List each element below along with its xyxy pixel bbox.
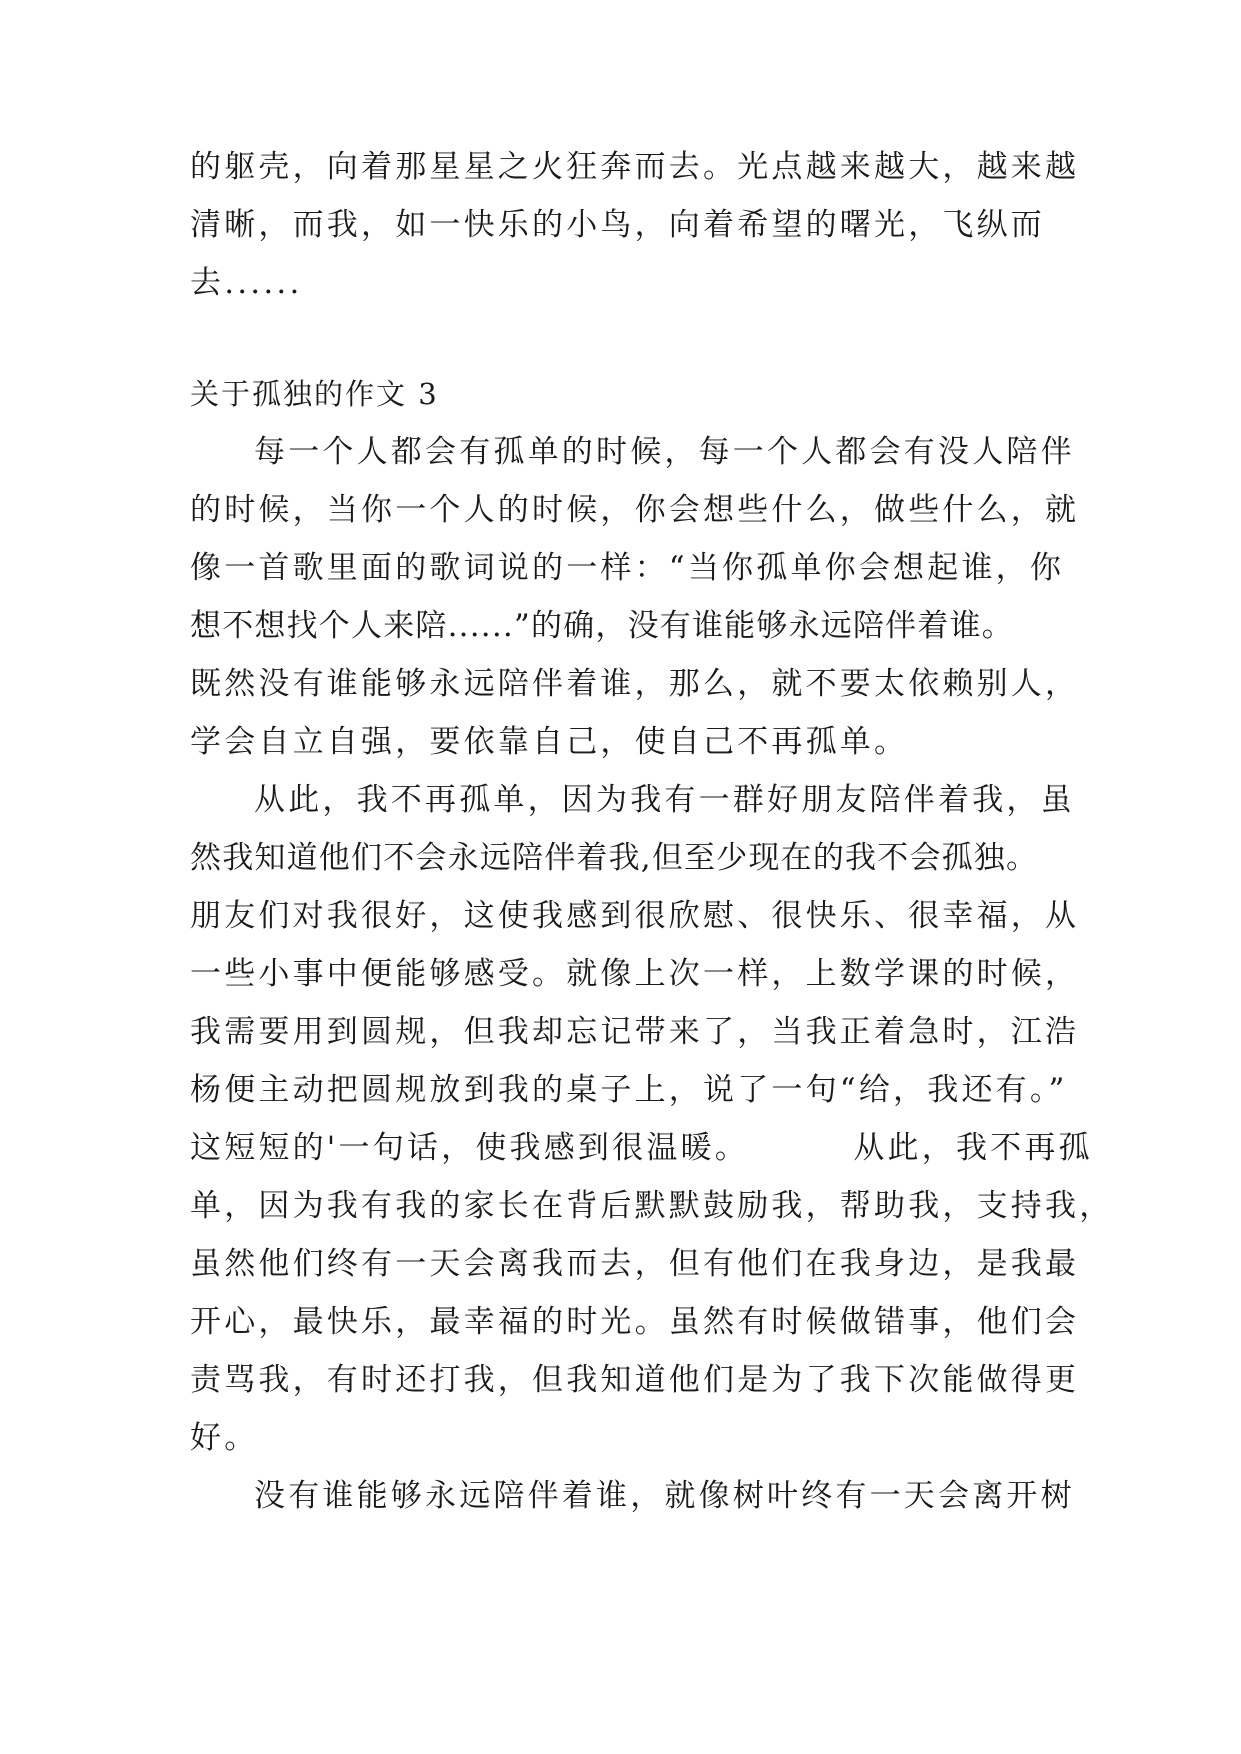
paragraph-line: 责骂我，有时还打我，但我知道他们是为了我下次能做得更 xyxy=(190,1362,1080,1398)
paragraph-line: 既然没有谁能够永远陪伴着谁，那么，就不要太依赖别人， xyxy=(190,666,1080,702)
paragraph-line: 像一首歌里面的歌词说的一样：“当你孤单你会想起谁，你 xyxy=(190,550,1065,586)
paragraph-line: 的时候，当你一个人的时候，你会想些什么，做些什么，就 xyxy=(190,492,1080,528)
continuation-line: 的躯壳，向着那星星之火狂奔而去。光点越来越大，越来越 xyxy=(190,149,1080,185)
paragraph-line: 一些小事中便能够感受。就像上次一样，上数学课的时候， xyxy=(190,956,1080,992)
paragraph-line: 我需要用到圆规，但我却忘记带来了，当我正着急时，江浩 xyxy=(190,1014,1080,1050)
continuation-line: 去...... xyxy=(190,265,303,301)
paragraph-line: 然我知道他们不会永远陪伴着我,但至少现在的我不会孤独。 xyxy=(190,840,1039,876)
paragraph-line: 朋友们对我很好，这使我感到很欣慰、很快乐、很幸福，从 xyxy=(190,898,1080,934)
paragraph-line: 好。 xyxy=(190,1420,259,1456)
paragraph-line: 杨便主动把圆规放到我的桌子上，说了一句“给，我还有。” xyxy=(190,1072,1068,1108)
section-title: 关于孤独的作文 3 xyxy=(190,377,439,411)
paragraph-line: 从此，我不再孤单，因为我有一群好朋友陪伴着我，虽 xyxy=(254,782,1075,818)
paragraph-line: 没有谁能够永远陪伴着谁，就像树叶终有一天会离开树 xyxy=(254,1478,1075,1514)
paragraph-line: 虽然他们终有一天会离我而去，但有他们在我身边，是我最 xyxy=(190,1246,1080,1282)
paragraph-line: 想不想找个人来陪......”的确，没有谁能够永远陪伴着谁。 xyxy=(190,608,1014,644)
paragraph-line: 学会自立自强，要依靠自己，使自己不再孤单。 xyxy=(190,724,909,760)
continuation-line: 清晰，而我，如一快乐的小鸟，向着希望的曙光，飞纵而 xyxy=(190,207,1045,243)
paragraph-line: 每一个人都会有孤单的时候，每一个人都会有没人陪伴 xyxy=(254,434,1075,470)
paragraph-line: 开心，最快乐，最幸福的时光。虽然有时候做错事，他们会 xyxy=(190,1304,1080,1340)
paragraph-line: 这短短的'一句话，使我感到很温暖。 从此，我不再孤 xyxy=(190,1130,1093,1166)
paragraph-line: 单，因为我有我的家长在背后默默鼓励我，帮助我，支持我， xyxy=(190,1188,1114,1224)
